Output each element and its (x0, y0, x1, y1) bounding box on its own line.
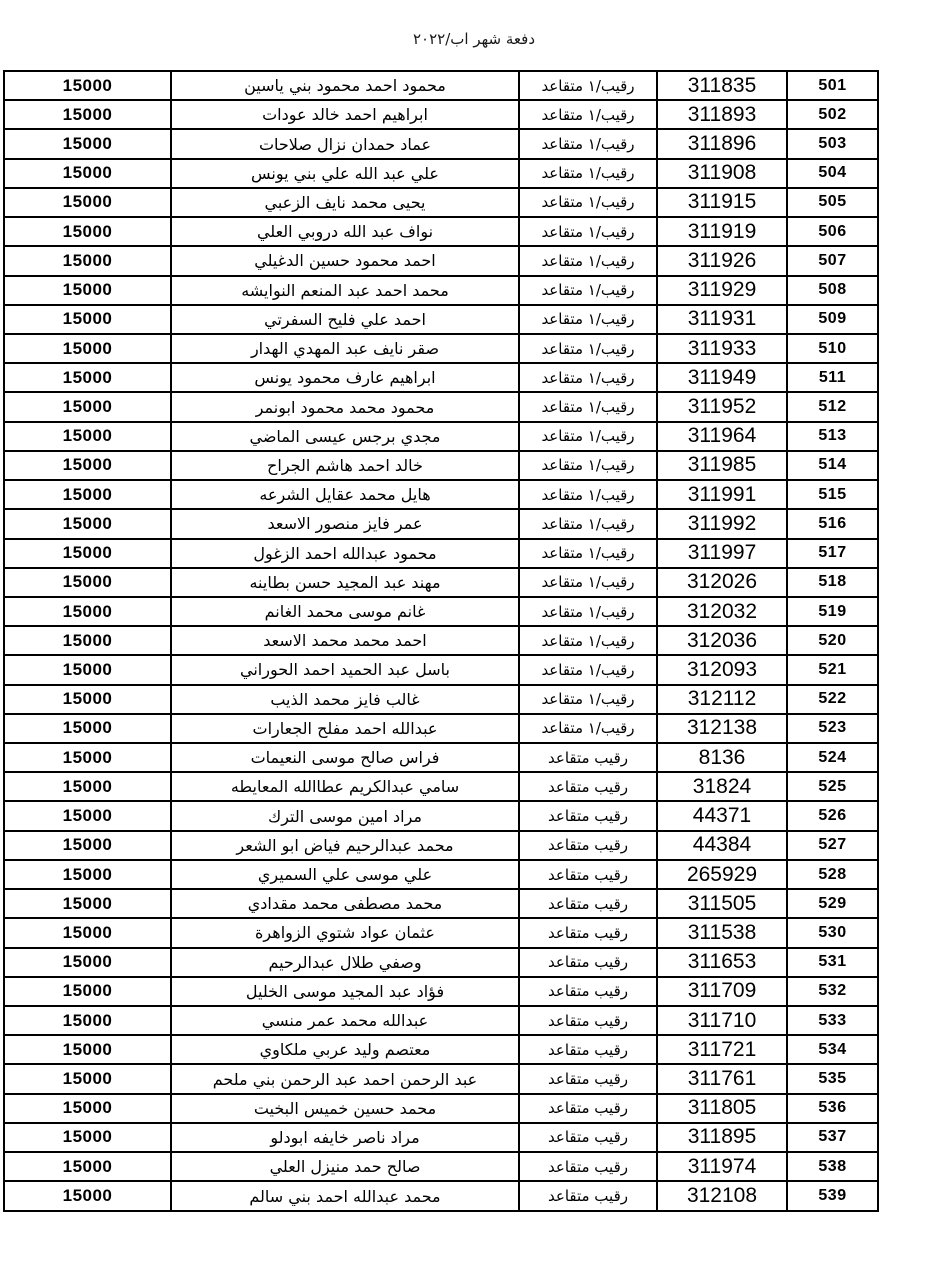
table-row (4, 772, 878, 801)
amount-cell: 15000 (4, 860, 171, 889)
rank-cell: رقيب/١ متقاعد (519, 422, 657, 451)
name-cell: علي عبد الله علي بني يونس (171, 159, 519, 188)
amount-cell: 15000 (4, 451, 171, 480)
amount-cell: 15000 (4, 188, 171, 217)
rank-cell: رقيب/١ متقاعد (519, 129, 657, 158)
amount-cell: 15000 (4, 568, 171, 597)
id-cell: 8136 (657, 743, 787, 772)
table-body (4, 71, 878, 1211)
table-row (4, 714, 878, 743)
name-cell: هايل محمد عقايل الشرعه (171, 480, 519, 509)
name-cell: غالب فايز محمد الذيب (171, 685, 519, 714)
table-row (4, 217, 878, 246)
name-cell: عثمان عواد شتوي الزواهرة (171, 918, 519, 947)
id-cell: 311721 (657, 1035, 787, 1064)
rank-cell: رقيب/١ متقاعد (519, 392, 657, 421)
table-row (4, 743, 878, 772)
rank-cell: رقيب/١ متقاعد (519, 714, 657, 743)
name-cell: عبدالله احمد مفلح الجعارات (171, 714, 519, 743)
rank-cell: رقيب متقاعد (519, 860, 657, 889)
serial-cell: 539 (787, 1181, 878, 1211)
name-cell: احمد علي فليح السفرتي (171, 305, 519, 334)
serial-cell: 536 (787, 1094, 878, 1123)
name-cell: باسل عبد الحميد احمد الحوراني (171, 655, 519, 684)
amount-cell: 15000 (4, 305, 171, 334)
name-cell: محمود عبدالله احمد الزغول (171, 539, 519, 568)
rank-cell: رقيب متقاعد (519, 948, 657, 977)
id-cell: 311933 (657, 334, 787, 363)
table-row (4, 71, 878, 100)
rank-cell: رقيب متقاعد (519, 918, 657, 947)
name-cell: فراس صالح موسى النعيمات (171, 743, 519, 772)
id-cell: 311835 (657, 71, 787, 100)
table-row (4, 597, 878, 626)
id-cell: 312026 (657, 568, 787, 597)
rank-cell: رقيب/١ متقاعد (519, 480, 657, 509)
table-row (4, 159, 878, 188)
serial-cell: 510 (787, 334, 878, 363)
table-row (4, 685, 878, 714)
id-cell: 311997 (657, 539, 787, 568)
amount-cell: 15000 (4, 685, 171, 714)
serial-cell: 504 (787, 159, 878, 188)
name-cell: عبد الرحمن احمد عبد الرحمن بني ملحم (171, 1064, 519, 1093)
table-row (4, 655, 878, 684)
amount-cell: 15000 (4, 801, 171, 830)
amount-cell: 15000 (4, 1006, 171, 1035)
table-row (4, 1094, 878, 1123)
id-cell: 312032 (657, 597, 787, 626)
table-row (4, 568, 878, 597)
id-cell: 312108 (657, 1181, 787, 1211)
id-cell: 312112 (657, 685, 787, 714)
name-cell: صقر نايف عبد المهدي الهدار (171, 334, 519, 363)
amount-cell: 15000 (4, 831, 171, 860)
serial-cell: 501 (787, 71, 878, 100)
table-row (4, 626, 878, 655)
table-row (4, 276, 878, 305)
serial-cell: 503 (787, 129, 878, 158)
rank-cell: رقيب/١ متقاعد (519, 334, 657, 363)
table-row (4, 801, 878, 830)
amount-cell: 15000 (4, 655, 171, 684)
serial-cell: 507 (787, 246, 878, 275)
name-cell: محمود محمد محمود ابونمر (171, 392, 519, 421)
rank-cell: رقيب متقاعد (519, 1035, 657, 1064)
name-cell: مجدي برجس عيسى الماضي (171, 422, 519, 451)
name-cell: نواف عبد الله دروبي العلي (171, 217, 519, 246)
id-cell: 311929 (657, 276, 787, 305)
table-row (4, 831, 878, 860)
serial-cell: 512 (787, 392, 878, 421)
name-cell: صالح حمد منيزل العلي (171, 1152, 519, 1181)
id-cell: 311538 (657, 918, 787, 947)
serial-cell: 532 (787, 977, 878, 1006)
amount-cell: 15000 (4, 626, 171, 655)
amount-cell: 15000 (4, 1181, 171, 1211)
rank-cell: رقيب متقاعد (519, 1181, 657, 1211)
name-cell: عبدالله محمد عمر منسي (171, 1006, 519, 1035)
amount-cell: 15000 (4, 889, 171, 918)
rank-cell: رقيب/١ متقاعد (519, 451, 657, 480)
rank-cell: رقيب/١ متقاعد (519, 363, 657, 392)
table-row (4, 948, 878, 977)
serial-cell: 527 (787, 831, 878, 860)
table-row (4, 305, 878, 334)
id-cell: 311893 (657, 100, 787, 129)
rank-cell: رقيب/١ متقاعد (519, 71, 657, 100)
rank-cell: رقيب متقاعد (519, 1123, 657, 1152)
rank-cell: رقيب متقاعد (519, 889, 657, 918)
rank-cell: رقيب/١ متقاعد (519, 188, 657, 217)
table-row (4, 539, 878, 568)
serial-cell: 521 (787, 655, 878, 684)
amount-cell: 15000 (4, 480, 171, 509)
amount-cell: 15000 (4, 1094, 171, 1123)
name-cell: يحيى محمد نايف الزعبي (171, 188, 519, 217)
table-row (4, 918, 878, 947)
name-cell: محمد مصطفى محمد مقدادي (171, 889, 519, 918)
rank-cell: رقيب/١ متقاعد (519, 539, 657, 568)
amount-cell: 15000 (4, 772, 171, 801)
id-cell: 311974 (657, 1152, 787, 1181)
serial-cell: 508 (787, 276, 878, 305)
rank-cell: رقيب/١ متقاعد (519, 100, 657, 129)
name-cell: ابراهيم عارف محمود يونس (171, 363, 519, 392)
id-cell: 311805 (657, 1094, 787, 1123)
rank-cell: رقيب متقاعد (519, 831, 657, 860)
amount-cell: 15000 (4, 71, 171, 100)
amount-cell: 15000 (4, 392, 171, 421)
name-cell: مهند عبد المجيد حسن بطاينه (171, 568, 519, 597)
rank-cell: رقيب متقاعد (519, 977, 657, 1006)
serial-cell: 529 (787, 889, 878, 918)
name-cell: احمد محمد محمد الاسعد (171, 626, 519, 655)
serial-cell: 528 (787, 860, 878, 889)
id-cell: 312138 (657, 714, 787, 743)
rank-cell: رقيب/١ متقاعد (519, 509, 657, 538)
amount-cell: 15000 (4, 1152, 171, 1181)
rank-cell: رقيب متقاعد (519, 1006, 657, 1035)
table-row (4, 188, 878, 217)
serial-cell: 533 (787, 1006, 878, 1035)
id-cell: 311761 (657, 1064, 787, 1093)
table-row (4, 392, 878, 421)
rank-cell: رقيب/١ متقاعد (519, 276, 657, 305)
table-row (4, 977, 878, 1006)
id-cell: 311964 (657, 422, 787, 451)
rank-cell: رقيب/١ متقاعد (519, 685, 657, 714)
amount-cell: 15000 (4, 1035, 171, 1064)
serial-cell: 519 (787, 597, 878, 626)
amount-cell: 15000 (4, 217, 171, 246)
id-cell: 312093 (657, 655, 787, 684)
id-cell: 311709 (657, 977, 787, 1006)
serial-cell: 535 (787, 1064, 878, 1093)
table-row (4, 246, 878, 275)
amount-cell: 15000 (4, 422, 171, 451)
id-cell: 311915 (657, 188, 787, 217)
amount-cell: 15000 (4, 743, 171, 772)
page-title: دفعة شهر اب/٢٠٢٢ (413, 30, 535, 48)
name-cell: خالد احمد هاشم الجراح (171, 451, 519, 480)
rank-cell: رقيب متقاعد (519, 801, 657, 830)
name-cell: غانم موسى محمد الغانم (171, 597, 519, 626)
retirees-payment-table (3, 70, 879, 1212)
table-row (4, 509, 878, 538)
serial-cell: 525 (787, 772, 878, 801)
table-row (4, 860, 878, 889)
id-cell: 311926 (657, 246, 787, 275)
serial-cell: 516 (787, 509, 878, 538)
rank-cell: رقيب/١ متقاعد (519, 568, 657, 597)
amount-cell: 15000 (4, 334, 171, 363)
serial-cell: 526 (787, 801, 878, 830)
serial-cell: 517 (787, 539, 878, 568)
id-cell: 311653 (657, 948, 787, 977)
serial-cell: 514 (787, 451, 878, 480)
table-row (4, 1006, 878, 1035)
serial-cell: 530 (787, 918, 878, 947)
serial-cell: 518 (787, 568, 878, 597)
amount-cell: 15000 (4, 597, 171, 626)
rank-cell: رقيب متقاعد (519, 1152, 657, 1181)
name-cell: مراد امين موسى الترك (171, 801, 519, 830)
serial-cell: 509 (787, 305, 878, 334)
serial-cell: 524 (787, 743, 878, 772)
id-cell: 311919 (657, 217, 787, 246)
name-cell: محمد عبدالرحيم فياض ابو الشعر (171, 831, 519, 860)
amount-cell: 15000 (4, 363, 171, 392)
name-cell: محمد حسين خميس البخيت (171, 1094, 519, 1123)
id-cell: 44384 (657, 831, 787, 860)
id-cell: 312036 (657, 626, 787, 655)
serial-cell: 513 (787, 422, 878, 451)
serial-cell: 531 (787, 948, 878, 977)
rank-cell: رقيب/١ متقاعد (519, 305, 657, 334)
rank-cell: رقيب/١ متقاعد (519, 626, 657, 655)
amount-cell: 15000 (4, 918, 171, 947)
amount-cell: 15000 (4, 100, 171, 129)
table-row (4, 129, 878, 158)
rank-cell: رقيب/١ متقاعد (519, 217, 657, 246)
id-cell: 44371 (657, 801, 787, 830)
rank-cell: رقيب متقاعد (519, 1064, 657, 1093)
serial-cell: 534 (787, 1035, 878, 1064)
name-cell: محمود احمد محمود بني ياسين (171, 71, 519, 100)
id-cell: 311985 (657, 451, 787, 480)
id-cell: 311991 (657, 480, 787, 509)
id-cell: 311896 (657, 129, 787, 158)
id-cell: 311931 (657, 305, 787, 334)
table-row (4, 889, 878, 918)
table-row (4, 1123, 878, 1152)
amount-cell: 15000 (4, 276, 171, 305)
name-cell: معتصم وليد عربي ملكاوي (171, 1035, 519, 1064)
id-cell: 311949 (657, 363, 787, 392)
table-row (4, 422, 878, 451)
id-cell: 311895 (657, 1123, 787, 1152)
name-cell: محمد احمد عبد المنعم النوايشه (171, 276, 519, 305)
rank-cell: رقيب/١ متقاعد (519, 246, 657, 275)
id-cell: 311505 (657, 889, 787, 918)
serial-cell: 538 (787, 1152, 878, 1181)
serial-cell: 537 (787, 1123, 878, 1152)
rank-cell: رقيب متقاعد (519, 772, 657, 801)
rank-cell: رقيب/١ متقاعد (519, 597, 657, 626)
id-cell: 265929 (657, 860, 787, 889)
rank-cell: رقيب/١ متقاعد (519, 159, 657, 188)
amount-cell: 15000 (4, 539, 171, 568)
serial-cell: 522 (787, 685, 878, 714)
name-cell: وصفي طلال عبدالرحيم (171, 948, 519, 977)
id-cell: 311908 (657, 159, 787, 188)
table-row (4, 1035, 878, 1064)
serial-cell: 523 (787, 714, 878, 743)
serial-cell: 520 (787, 626, 878, 655)
name-cell: ابراهيم احمد خالد عودات (171, 100, 519, 129)
amount-cell: 15000 (4, 246, 171, 275)
id-cell: 311710 (657, 1006, 787, 1035)
table-row (4, 1064, 878, 1093)
amount-cell: 15000 (4, 1064, 171, 1093)
serial-cell: 505 (787, 188, 878, 217)
name-cell: عماد حمدان نزال صلاحات (171, 129, 519, 158)
rank-cell: رقيب متقاعد (519, 743, 657, 772)
table-row (4, 1181, 878, 1211)
rank-cell: رقيب/١ متقاعد (519, 655, 657, 684)
serial-cell: 506 (787, 217, 878, 246)
table-row (4, 363, 878, 392)
amount-cell: 15000 (4, 159, 171, 188)
table-row (4, 334, 878, 363)
id-cell: 311992 (657, 509, 787, 538)
amount-cell: 15000 (4, 509, 171, 538)
name-cell: سامي عبدالكريم عطاالله المعايطه (171, 772, 519, 801)
id-cell: 31824 (657, 772, 787, 801)
amount-cell: 15000 (4, 1123, 171, 1152)
name-cell: عمر فايز منصور الاسعد (171, 509, 519, 538)
serial-cell: 502 (787, 100, 878, 129)
table-row (4, 451, 878, 480)
serial-cell: 515 (787, 480, 878, 509)
amount-cell: 15000 (4, 948, 171, 977)
rank-cell: رقيب متقاعد (519, 1094, 657, 1123)
table-row (4, 480, 878, 509)
amount-cell: 15000 (4, 977, 171, 1006)
table-row (4, 1152, 878, 1181)
amount-cell: 15000 (4, 714, 171, 743)
name-cell: فؤاد عبد المجيد موسى الخليل (171, 977, 519, 1006)
name-cell: احمد محمود حسين الدغيلي (171, 246, 519, 275)
name-cell: محمد عبدالله احمد بني سالم (171, 1181, 519, 1211)
amount-cell: 15000 (4, 129, 171, 158)
id-cell: 311952 (657, 392, 787, 421)
name-cell: مراد ناصر خايفه ابودلو (171, 1123, 519, 1152)
serial-cell: 511 (787, 363, 878, 392)
table-row (4, 100, 878, 129)
name-cell: علي موسى علي السميري (171, 860, 519, 889)
